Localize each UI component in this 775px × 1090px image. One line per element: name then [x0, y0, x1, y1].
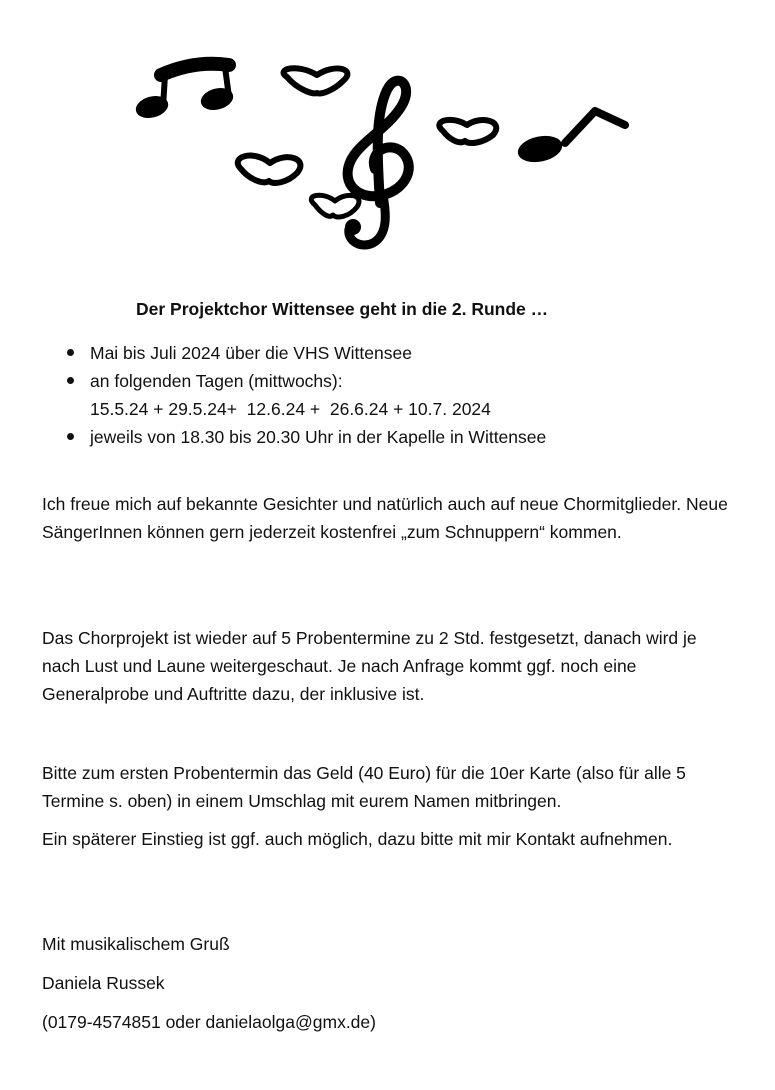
author-name: Daniela Russek	[42, 973, 165, 993]
music-notes-illustration	[125, 45, 645, 255]
heart-icon	[284, 68, 348, 93]
dates-text: 15.5.24 + 29.5.24+ 12.6.24 + 26.6.24 + 10.7. 2024	[90, 399, 491, 419]
list-item-text: an folgenden Tagen (mittwochs):	[90, 371, 343, 391]
treble-clef-icon	[345, 81, 409, 245]
contact-info: (0179-4574851 oder danielaolga@gmx.de)	[42, 1012, 376, 1032]
list-item	[62, 423, 546, 451]
paragraph-project-info: Das Chorprojekt ist wieder auf 5 Probentermine zu 2 Std. festgesetzt, danach wird je nach Lust und Laune weitergeschaut. Je nach Anfrage kommt ggf. noch eine Generalprobe und Auftritte dazu, der inklusive ist.	[42, 628, 697, 704]
list-item	[62, 339, 546, 367]
bullet-icon	[67, 377, 74, 384]
info-list	[62, 339, 546, 451]
beamed-notes-icon	[134, 64, 235, 121]
bullet-icon	[67, 349, 74, 356]
paragraph-late-entry: Ein späterer Einstieg ist ggf. auch möglich, dazu bitte mit mir Kontakt aufnehmen.	[42, 829, 673, 849]
eighth-note-icon	[516, 111, 625, 165]
heart-icon	[439, 120, 496, 143]
paragraph-greeting-text: Ich freue mich auf bekannte Gesichter und natürlich auch auf neue Chormitglieder. Neue SängerInnen können gern jederzeit kostenfrei „zum Schnuppern“ kommen.	[42, 494, 728, 542]
list-item-text: Mai bis Juli 2024 über die VHS Wittensee	[90, 343, 412, 363]
page-title: Der Projektchor Wittensee geht in die 2. Runde …	[136, 299, 549, 319]
list-item-text: jeweils von 18.30 bis 20.30 Uhr in der Kapelle in Wittensee	[90, 427, 547, 447]
heart-icon	[238, 156, 301, 183]
bullet-icon	[67, 433, 74, 440]
closing-greeting: Mit musikalischem Gruß	[42, 934, 230, 954]
paragraph-payment-info: Bitte zum ersten Probentermin das Geld (40 Euro) für die 10er Karte (also für alle 5 Termine s. oben) in einem Umschlag mit eurem Namen mitbringen.	[42, 763, 686, 811]
heart-icon	[311, 195, 359, 217]
list-item	[62, 367, 546, 423]
